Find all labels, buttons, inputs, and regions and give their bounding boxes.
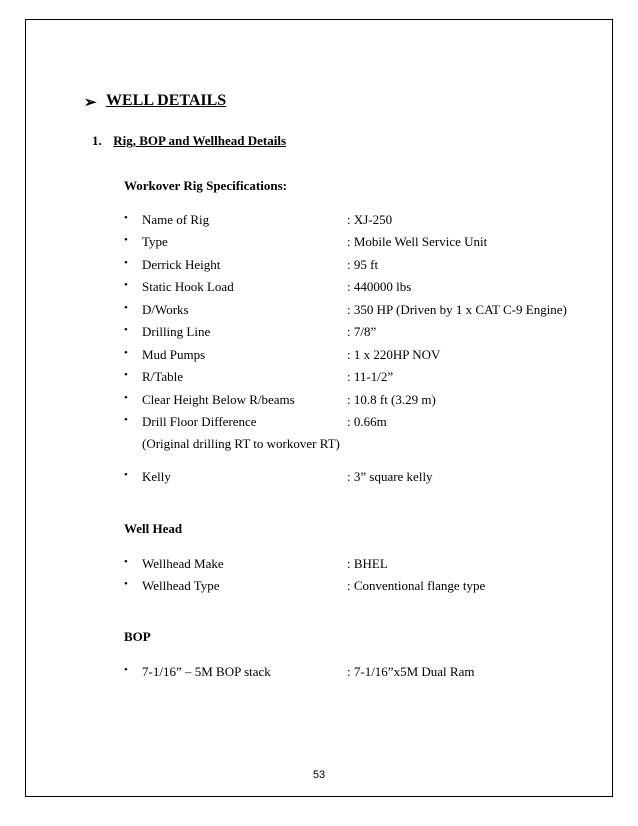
bullet-icon: • [124, 234, 128, 246]
spec-value: : Mobile Well Service Unit [347, 234, 488, 249]
bullet-icon: • [124, 302, 128, 314]
spec-value: : 350 HP (Driven by 1 x CAT C-9 Engine) [347, 302, 567, 317]
list-item [124, 234, 604, 252]
bullet-icon: • [124, 324, 128, 336]
list-item [124, 556, 604, 574]
bullet-icon: • [124, 556, 128, 568]
list-item [124, 347, 604, 365]
bop-heading: BOP [124, 629, 151, 644]
spec-value: : 7/8” [347, 324, 377, 339]
list-item [124, 392, 604, 410]
subsection-title: Rig, BOP and Wellhead Details [113, 133, 287, 148]
spec-value: : BHEL [347, 556, 388, 571]
list-item [124, 578, 604, 596]
spec-value: : 11-1/2” [347, 369, 394, 384]
bullet-icon: • [124, 257, 128, 269]
list-item [124, 324, 604, 342]
spec-label: Derrick Height [142, 257, 221, 272]
spec-label: Kelly [142, 469, 171, 484]
spec-value: : 95 ft [347, 257, 379, 272]
bullet-icon: • [124, 578, 128, 590]
subsection-number: 1. [92, 133, 102, 148]
bullet-icon: • [124, 664, 128, 676]
spec-label: Wellhead Type [142, 578, 220, 593]
spec-label: Drill Floor Difference [142, 414, 257, 429]
spec-label: D/Works [142, 302, 189, 317]
bullet-icon: • [124, 469, 128, 481]
wellhead-heading: Well Head [124, 521, 183, 536]
list-item [124, 369, 604, 387]
spec-label: Clear Height Below R/beams [142, 392, 295, 407]
list-item [124, 469, 604, 487]
spec-value: : 10.8 ft (3.29 m) [347, 392, 436, 407]
spec-value: : XJ-250 [347, 212, 393, 227]
list-item [124, 664, 604, 682]
spec-value: : Conventional flange type [347, 578, 486, 593]
bullet-icon: • [124, 212, 128, 224]
drill-floor-note: (Original drilling RT to workover RT) [142, 436, 340, 451]
spec-label: Type [142, 234, 168, 249]
section-arrow-icon: ➢ [84, 95, 97, 111]
bullet-icon: • [124, 392, 128, 404]
spec-label: R/Table [142, 369, 183, 384]
spec-label: Name of Rig [142, 212, 210, 227]
page-number: 53 [312, 769, 326, 781]
bullet-icon: • [124, 279, 128, 291]
list-item [124, 279, 604, 297]
list-item [124, 302, 604, 320]
section-title: WELL DETAILS [106, 92, 227, 109]
subsection-heading [92, 133, 286, 149]
spec-label: Drilling Line [142, 324, 211, 339]
bullet-icon: • [124, 347, 128, 359]
spec-value: : 1 x 220HP NOV [347, 347, 441, 362]
spec-value: : 440000 lbs [347, 279, 412, 294]
spec-label: Wellhead Make [142, 556, 224, 571]
list-item [124, 414, 604, 432]
bullet-icon: • [124, 414, 128, 426]
list-item [124, 257, 604, 275]
spec-label: Static Hook Load [142, 279, 234, 294]
rig-specs-heading: Workover Rig Specifications: [124, 178, 287, 193]
spec-value: : 3” square kelly [347, 469, 433, 484]
spec-label: 7-1/16” – 5M BOP stack [142, 664, 271, 679]
bullet-icon: • [124, 369, 128, 381]
spec-value: : 7-1/16”x5M Dual Ram [347, 664, 475, 679]
spec-label: Mud Pumps [142, 347, 206, 362]
list-item [124, 212, 604, 230]
spec-value: : 0.66m [347, 414, 387, 429]
